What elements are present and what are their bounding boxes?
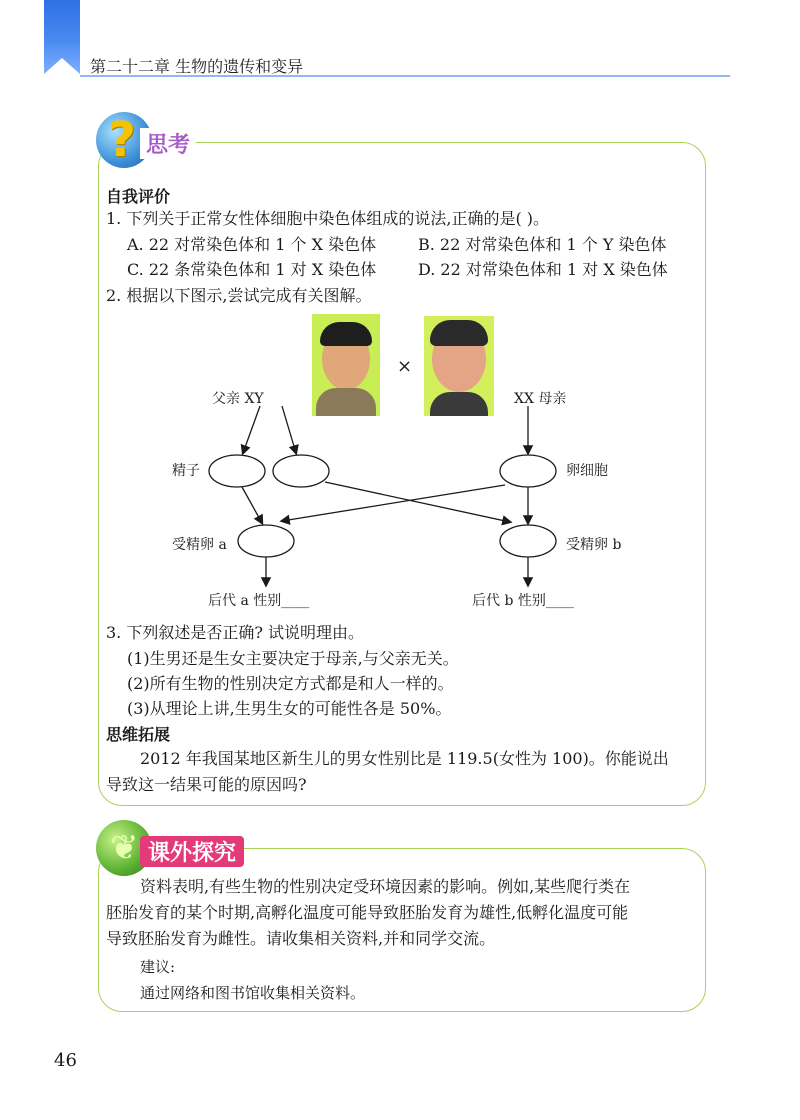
question-3: 3. 下列叙述是否正确? 试说明理由。 [106, 623, 365, 642]
suggestion-text: 通过网络和图书馆收集相关资料。 [140, 984, 366, 1002]
statement-1: (1)生男还是生女主要决定于母亲,与父亲无关。 [127, 649, 459, 668]
question-1: 1. 下列关于正常女性体细胞中染色体组成的说法,正确的是( )。 [106, 209, 550, 228]
arrow-father-sperm2 [282, 406, 296, 453]
sperm-label: 精子 [172, 463, 200, 479]
explore-title: 课外探究 [140, 836, 244, 867]
father-label: 父亲 XY [212, 391, 264, 407]
mother-label: XX 母亲 [514, 391, 567, 407]
zygote-a [238, 525, 294, 557]
zygote-b [500, 525, 556, 557]
egg-label: 卵细胞 [566, 463, 608, 479]
extension-line-1: 2012 年我国某地区新生儿的男女性别比是 119.5(女性为 100)。你能说出 [140, 749, 669, 768]
statement-3: (3)从理论上讲,生男生女的可能性各是 50%。 [127, 699, 452, 718]
option-d: D. 22 对常染色体和 1 对 X 染色体 [418, 260, 668, 279]
arrow-father-sperm1 [243, 406, 260, 453]
extension-line-2: 导致这一结果可能的原因吗? [106, 775, 307, 794]
explore-line-1: 资料表明,有些生物的性别决定受环境因素的影响。例如,某些爬行类在 [140, 877, 631, 896]
zygote-a-label: 受精卵 a [172, 537, 227, 553]
leaf-icon: ❦ [110, 828, 139, 868]
question-2: 2. 根据以下图示,尝试完成有关图解。 [106, 286, 372, 305]
offspring-b-label: 后代 b 性别____ [472, 593, 574, 609]
statement-2: (2)所有生物的性别决定方式都是和人一样的。 [127, 674, 454, 693]
offspring-a-label: 后代 a 性别____ [208, 593, 310, 609]
self-eval-heading: 自我评价 [106, 187, 171, 206]
sperm-cell-2 [273, 455, 329, 487]
arrow-sperm2-zygote-b [325, 482, 510, 522]
extension-heading: 思维拓展 [106, 725, 171, 744]
chapter-title: 第二十二章 生物的遗传和变异 [90, 57, 304, 76]
egg-cell [500, 455, 556, 487]
cross-symbol: × [397, 356, 413, 377]
option-b: B. 22 对常染色体和 1 个 Y 染色体 [418, 235, 667, 254]
option-a: A. 22 对常染色体和 1 个 X 染色体 [127, 235, 377, 254]
explore-line-2: 胚胎发育的某个时期,高孵化温度可能导致胚胎发育为雄性,低孵化温度可能 [106, 903, 629, 922]
sperm-cell-1 [209, 455, 265, 487]
question-mark-icon: ? [108, 112, 136, 168]
arrow-egg-zygote-a [282, 485, 505, 521]
explore-line-3: 导致胚胎发育为雌性。请收集相关资料,并和同学交流。 [106, 929, 496, 948]
zygote-b-label: 受精卵 b [566, 537, 622, 553]
think-title: 思考 [140, 128, 196, 159]
option-c: C. 22 条常染色体和 1 对 X 染色体 [127, 260, 377, 279]
arrow-sperm1-zygote-a [242, 487, 262, 523]
suggestion-label: 建议: [140, 958, 176, 976]
page-number: 46 [54, 1050, 77, 1071]
